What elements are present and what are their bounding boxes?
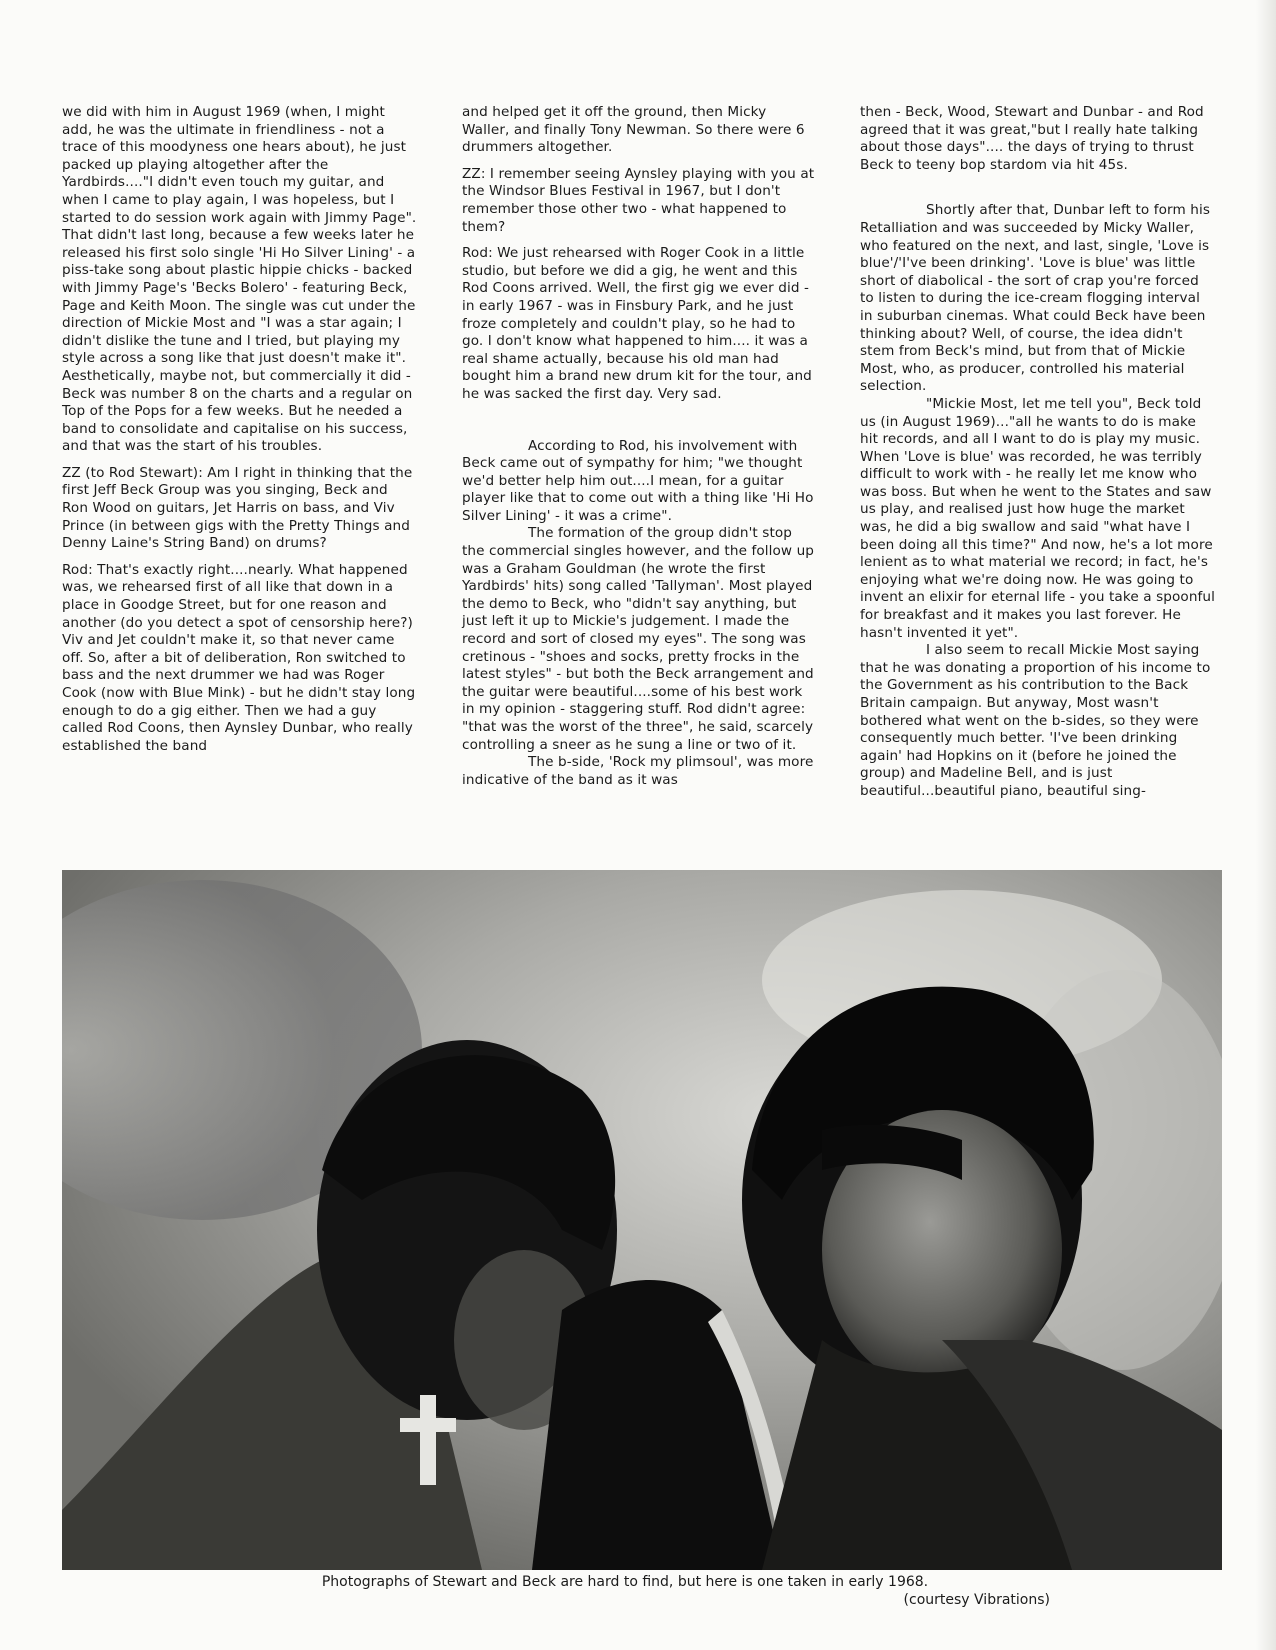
paragraph: "Mickie Most, let me tell you", Beck told us (in August 1969)..."all he wants to do is make hit records, and all I want to do is play my music. When 'Love is blue' was recorded, he was terribly difficult to work with - he really let me know who was boss. But when he went to the States and saw us play, and realised just how huge the market was, he did a big swallow and said "what have I been doing all this time?" And now, he's a lot more lenient as to what material we record; in fact, he's enjoying what we're doing now. He was going to invent an elixir for eternal life - you take a spoonful for breakfast and it makes you last forever. He hasn't invented it yet". [860, 395, 1216, 641]
paragraph: I also seem to recall Mickie Most saying that he was donating a proportion of his income to the Government as his contribution to the Back Britain campaign. But anyway, Most wasn't bothered what went on the b-sides, so they were consequently much better. 'I've been drinking again' had Hopkins on it (before he joined the group) and Madeline Bell, and is just beautiful...beautiful piano, beautiful sing- [860, 642, 1211, 799]
paragraph: then - Beck, Wood, Stewart and Dunbar - and Rod agreed that it was great,"but I really hate talking about those days".... the days of trying to thrust Beck to teeny bop stardom via hit 45s. [860, 104, 1204, 173]
paragraph: and helped get it off the ground, then Micky Waller, and finally Tony Newman. So there were 6 drummers altogether. [462, 104, 805, 156]
text-column-2 [462, 104, 818, 789]
paragraph: According to Rod, his involvement with Beck came out of sympathy for him; "we thought we'd better help him out....I mean, for a guitar player like that to come out with a thing like 'Hi Ho Silver Lining' - it was a crime". [462, 437, 814, 524]
paragraph: ZZ: I remember seeing Aynsley playing with you at the Windsor Blues Festival in 1967, but I don't remember those other two - what happened to them? [462, 165, 815, 235]
paragraph: Shortly after that, Dunbar left to form his Retalliation and was succeeded by Micky Waller, who featured on the next, and last, single, 'Love is blue'/'I've been drinking'. 'Love is blue' was little short of diabolical - the sort of crap you're forced to listen to during the ice-cream flogging interval in suburban cinemas. What could Beck have been thinking about? Well, of course, the idea didn't stem from Beck's mind, but from that of Mickie Most, who, as producer, controlled his material selection. [860, 202, 1211, 395]
paragraph: The formation of the group didn't stop the commercial singles however, and the follow up was a Graham Gouldman (he wrote the first Yardbirds' hits) song called 'Tallyman'. Most played the demo to Beck, who "didn't say anything, but just left it up to Mickie's judgement. I made the record and sort of closed my eyes". The song was cretinous - "shoes and socks, pretty frocks in the latest styles" - but both the Beck arrangement and the guitar were beautiful....some of his best work in my opinion - staggering stuff. Rod didn't agree: "that was the worst of the three", he said, scarcely controlling a sneer as he sung a line or two of it. [462, 525, 815, 753]
paragraph: we did with him in August 1969 (when, I might add, he was the ultimate in friendliness - not a trace of this moodyness one hears about), he just packed up playing altogether after the Yardbirds...."I didn't even touch my guitar, and when I came to play again, I was hopeless, but I started to do session work again with Jimmy Page". That didn't last long, because a few weeks later he released his first solo single 'Hi Ho Silver Lining' - a piss-take song about plastic hippie chicks - backed with Jimmy Page's 'Becks Bolero' - featuring Beck, Page and Keith Moon. The single was cut under the direction of Mickie Most and "I was a star again; I didn't dislike the tune and I tried, but playing my style across a song like that just doesn't make it". Aesthetically, maybe not, but commercially it did - Beck was number 8 on the charts and a regular on Top of the Pops for a few weeks. But he needed a band to consolidate and capitalise on his success, and that was the start of his troubles. [62, 104, 417, 455]
paragraph: Rod: We just rehearsed with Roger Cook in a little studio, but before we did a gig, he went and this Rod Coons arrived. Well, the first gig we ever did - in early 1967 - was in Finsbury Park, and he just froze completely and couldn't play, so he had to go. I don't know what happened to him.... it was a real shame actually, because his old man had bought him a brand new drum kit for the tour, and he was sacked the first day. Very sad. [462, 245, 812, 402]
photo-credit: (courtesy Vibrations) [903, 1592, 1050, 1608]
paragraph: ZZ (to Rod Stewart): Am I right in thinking that the first Jeff Beck Group was you singing, Beck and Ron Wood on guitars, Jet Harris on bass, and Viv Prince (in between gigs with the Pretty Things and Denny Laine's String Band) on drums? [62, 464, 413, 552]
paragraph: The b-side, 'Rock my plimsoul', was more indicative of the band as it was [462, 754, 814, 788]
photo-caption: Photographs of Stewart and Beck are hard to find, but here is one taken in early 1968. [321, 1574, 929, 1590]
text-column-1 [62, 104, 418, 764]
text-column-3 [860, 104, 1216, 801]
paragraph: Rod: That's exactly right....nearly. What happened was, we rehearsed first of all like that down in a place in Goodge Street, but for one reason and another (do you detect a spot of censorship here?) Viv and Jet couldn't make it, so that never came off. So, after a bit of deliberation, Ron switched to bass and the next drummer we had was Roger Cook (now with Blue Mink) - but he didn't stay long enough to do a gig either. Then we had a guy called Rod Coons, then Aynsley Dunbar, who really established the band [62, 561, 416, 754]
photo-stewart-and-beck [62, 870, 1222, 1570]
page-edge [1256, 0, 1276, 1650]
